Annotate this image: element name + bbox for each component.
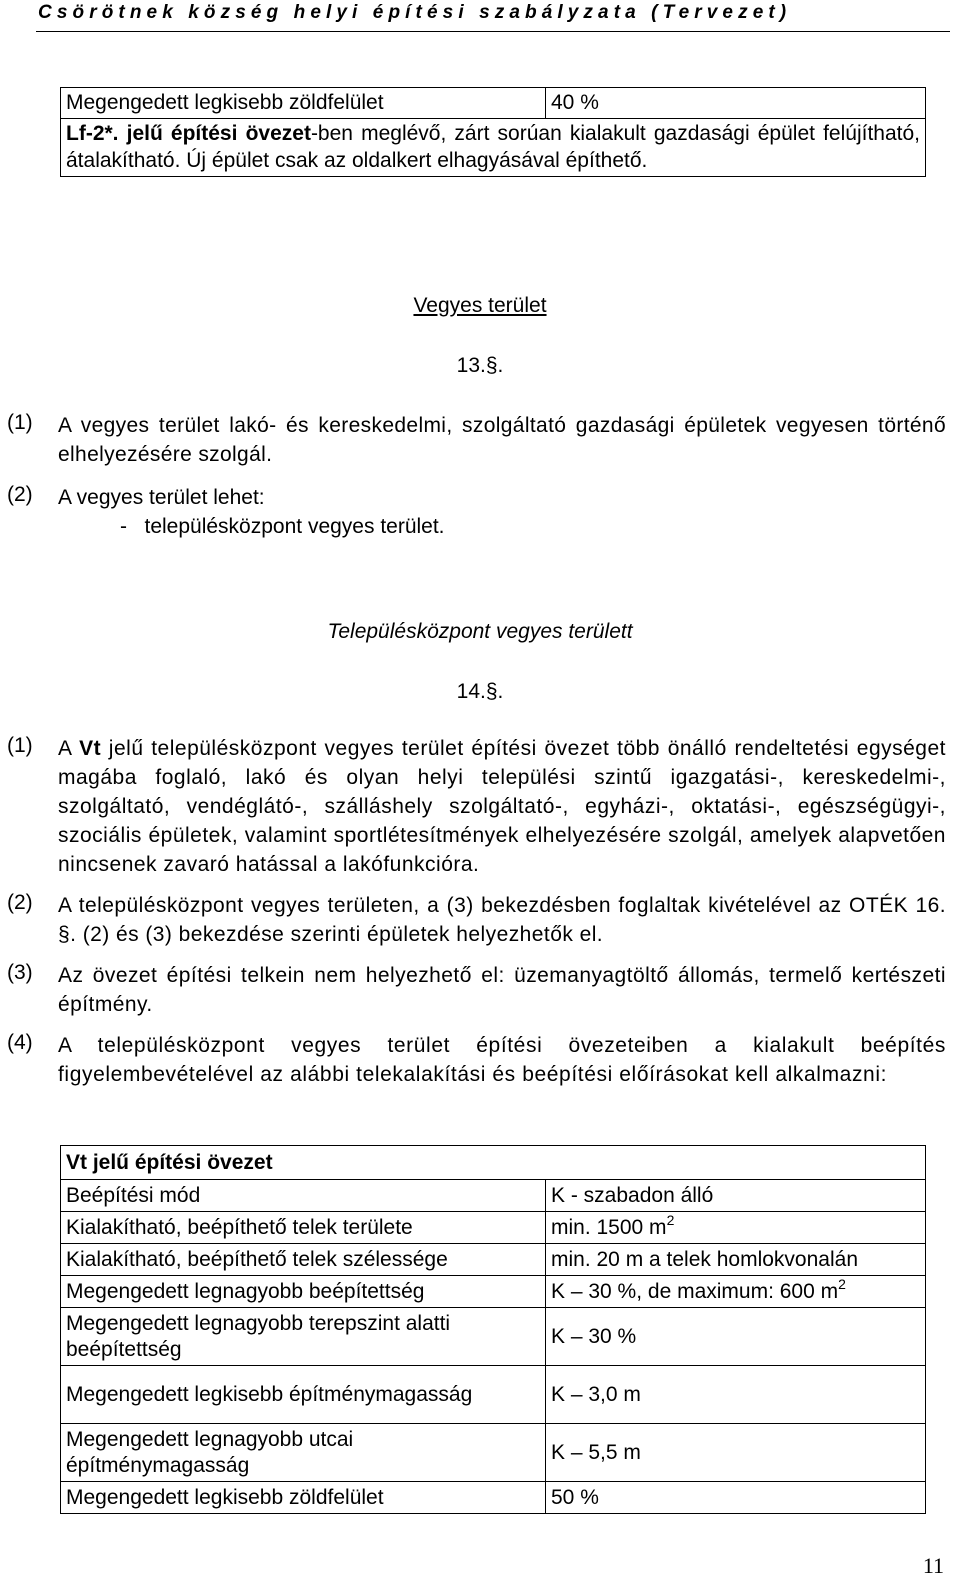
- vt-row-label: Kialakítható, beépíthető telek szélessége: [61, 1244, 546, 1276]
- s14-p1-text: [58, 734, 946, 879]
- vt-table-heading: Vt jelű építési övezet: [61, 1146, 926, 1180]
- s14-p1-text-a: A: [58, 737, 80, 760]
- s14-p3-number: (3): [7, 961, 33, 984]
- vt-row-label: Kialakítható, beépíthető telek területe: [61, 1212, 546, 1244]
- section14-number: 14.§.: [456, 680, 504, 703]
- vt-row-value-text: K – 30 %, de maximum: 600 m: [551, 1279, 839, 1303]
- vt-row-value: K – 3,0 m: [546, 1366, 926, 1424]
- page-number: 11: [922, 1553, 944, 1578]
- s14-p1-text-b: jelű településközpont vegyes terület építési övezet több önálló rendeltetési egységet magába foglaló, lakó és olyan helyi települési szintű igazgatási-, kereskedelmi-, szolgáltató, vendéglátó-, szálláshely szolgáltató-, egyházi-, oktatási-, egészségügyi-, szociális épületek, valamint sportlétesítmények elhelyezésére szolgál, amelyek alapvetően nincsenek zavaró hatással a lakófunkcióra.: [58, 737, 946, 876]
- s14-p1-bold-vt: Vt: [79, 737, 102, 760]
- superscript-2: 2: [838, 1275, 846, 1292]
- table1-note-text: -ben meglévő, zárt sorúan kialakult gazdasági épület felújítható, átalakítható. Új épület csak az oldalkert elhagyásával építhető.: [66, 122, 920, 172]
- vt-row-value: [546, 1276, 926, 1308]
- vt-row-value: K – 30 %: [546, 1308, 926, 1366]
- table1-row-label: Megengedett legkisebb zöldfelület: [61, 88, 546, 119]
- s14-p2-number: (2): [7, 891, 33, 914]
- vt-row-label: Beépítési mód: [61, 1180, 546, 1212]
- section14-title: Településközpont vegyes területt: [327, 620, 633, 643]
- vt-row-label: Megengedett legnagyobb utcai építménymagasság: [61, 1424, 546, 1482]
- table1-row-value: 40 %: [546, 88, 926, 119]
- superscript-2: 2: [666, 1211, 675, 1228]
- s13-p2-text: A vegyes terület lehet:: [58, 486, 265, 509]
- s13-p2-number: (2): [7, 483, 33, 506]
- vt-row-label: Megengedett legkisebb építménymagasság: [61, 1366, 546, 1424]
- section13-title: Vegyes terület: [413, 294, 547, 317]
- header-divider: [36, 31, 950, 32]
- vt-row-label: Megengedett legkisebb zöldfelület: [61, 1482, 546, 1514]
- vt-row-value: min. 20 m a telek homlokvonalán: [546, 1244, 926, 1276]
- vt-row-value: 50 %: [546, 1482, 926, 1514]
- s13-p1-number: (1): [7, 411, 33, 434]
- document-header-title: Csörötnek község helyi építési szabályzata (Tervezet): [38, 2, 792, 23]
- s14-p1-number: (1): [7, 734, 33, 757]
- vt-zone-table: [60, 1145, 926, 1514]
- table1-note-bold: Lf-2*. jelű építési övezet: [66, 122, 311, 145]
- s14-p4-text: A településközpont vegyes terület építési övezeteiben a kialakult beépítés figyelembevételével az alábbi telekalakítási és beépítési előírásokat kell alkalmazni:: [58, 1034, 946, 1086]
- s14-p2-text: A településközpont vegyes területen, a (3) bekezdésben foglaltak kivételével az OTÉK 16. §. (2) és (3) bekezdése szerinti épületek helyezhetők el.: [58, 894, 946, 946]
- s14-p3-text: Az övezet építési telkein nem helyezhető el: üzemanyagtöltő állomás, termelő kertészeti építmény.: [58, 964, 946, 1016]
- vt-row-value: [546, 1212, 926, 1244]
- s13-p1-text: A vegyes terület lakó- és kereskedelmi, szolgáltató gazdasági épületek vegyesen történő elhelyezésére szolgál.: [58, 414, 946, 466]
- section13-number: 13.§.: [456, 354, 504, 377]
- vt-row-label: Megengedett legnagyobb beépítettség: [61, 1276, 546, 1308]
- table1-note: [61, 119, 926, 177]
- s13-p2-list-item: - településközpont vegyes terület.: [120, 515, 445, 538]
- vt-row-value: K – 5,5 m: [546, 1424, 926, 1482]
- vt-row-label: Megengedett legnagyobb terepszint alatti beépítettség: [61, 1308, 546, 1366]
- s14-p4-number: (4): [7, 1031, 33, 1054]
- vt-row-value: K - szabadon álló: [546, 1180, 926, 1212]
- lf2-zone-table-continuation: [60, 87, 926, 177]
- vt-row-value-text: min. 1500 m: [551, 1215, 667, 1239]
